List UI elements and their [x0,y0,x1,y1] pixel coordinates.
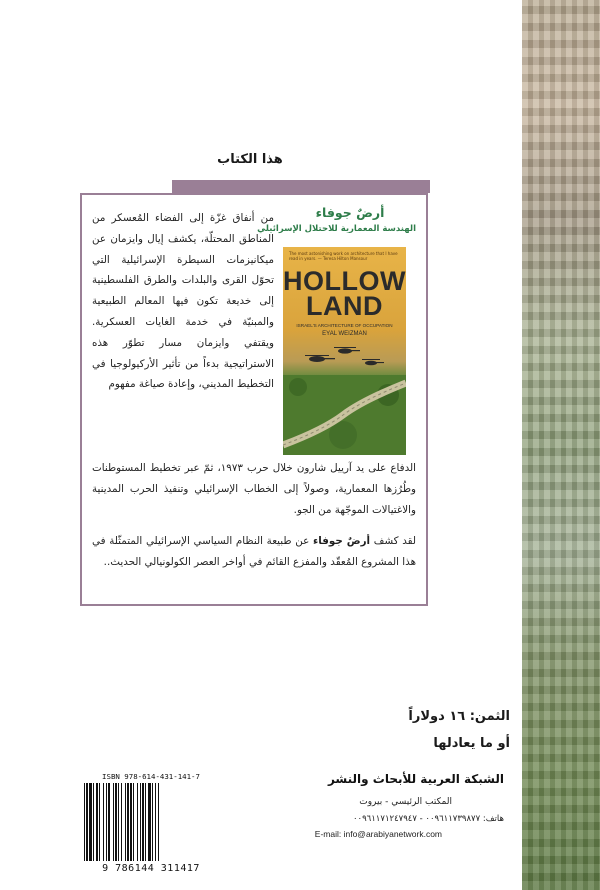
book-title: أرضٌ جوفاء [315,205,385,220]
book-cover-image [283,247,406,455]
publisher-name: الشبكة العربية للأبحاث والنشر [327,772,504,786]
isbn-text: ISBN 978-614-431-141-7 [102,772,200,781]
section-title: هذا الكتاب [217,152,283,167]
price-alternative: أو ما يعادلها [433,736,510,751]
barcode-number: 9 786144 311417 [102,863,200,874]
para-book-title: أرضٌ جوفاء [312,535,371,547]
publisher-phone: هاتف: ٠٠٩٦١١٧٣٩٨٧٧ - ٠٠٩٦١١٧١٢٤٧٩٤٧ [352,814,504,824]
description-paragraph-conclusion [92,531,416,573]
publisher-office: المكتب الرئيسي - بيروت [359,797,452,807]
cover-blurb: The most astonishing work on architecture that I have read in years. — Teresa Hilton Mansour [289,251,398,262]
barcode [76,772,226,878]
para-text-start: لقد كشف [370,535,416,547]
section-title-bar [172,180,430,193]
cover-photo-strip [522,0,600,890]
price-label: الثمن: ١٦ دولاراً [408,709,510,724]
description-paragraph-continued: الدفاع على يد آرييل شارون خلال حرب ١٩٧٣، ثمّ عبر تخطيط المستوطنات وطُرُزها المعمارية، وصولاً إلى الخطاب الإسرائيلي وتنفيذ الحرب المدينية والاغتيالات الموجّهة من الجو. [92,462,416,516]
helicopter-icon [283,339,406,375]
cover-title: HOLLOW LAND [283,266,406,321]
cover-subtitle: ISRAEL'S ARCHITECTURE OF OCCUPATION [296,323,393,328]
para-text-end: عن طبيعة النظام السياسي الإسرائيلي المتمثّلة في هذا المشروع المُعقّد والمفزع القائم في أواخر العصر الكولونيالي الحديث.. [92,535,416,568]
cover-author: EYAL WEIZMAN [322,331,367,337]
book-subtitle: الهندسة المعمارية للاحتلال الإسرائيلي [257,224,416,234]
publisher-email: E-mail: info@arabiyanetwork.com [314,829,442,839]
barcode-bars [84,783,218,861]
cover-landscape-illustration [283,375,406,455]
description-paragraph-top: من أنفاق غزّة إلى الفضاء المُعسكر من المناطق المحتلّة، يكشف إيال وايزمان عن ميكانيزمات السيطرة الإسرائيلية التي تحوّل القرى والبلدات والطرق الفلسطينية إلى خديعة تكون فيها المعالم الطبيعية والمبنيّة في خدمة الغايات العسكرية. ويقتفي وايزمان مسار تطوّر هذه الاستراتيجية بدءاً من تأثير الأركيولوجيا في التخطيط المديني، وإعادة صياغة مفهوم [92,212,274,391]
